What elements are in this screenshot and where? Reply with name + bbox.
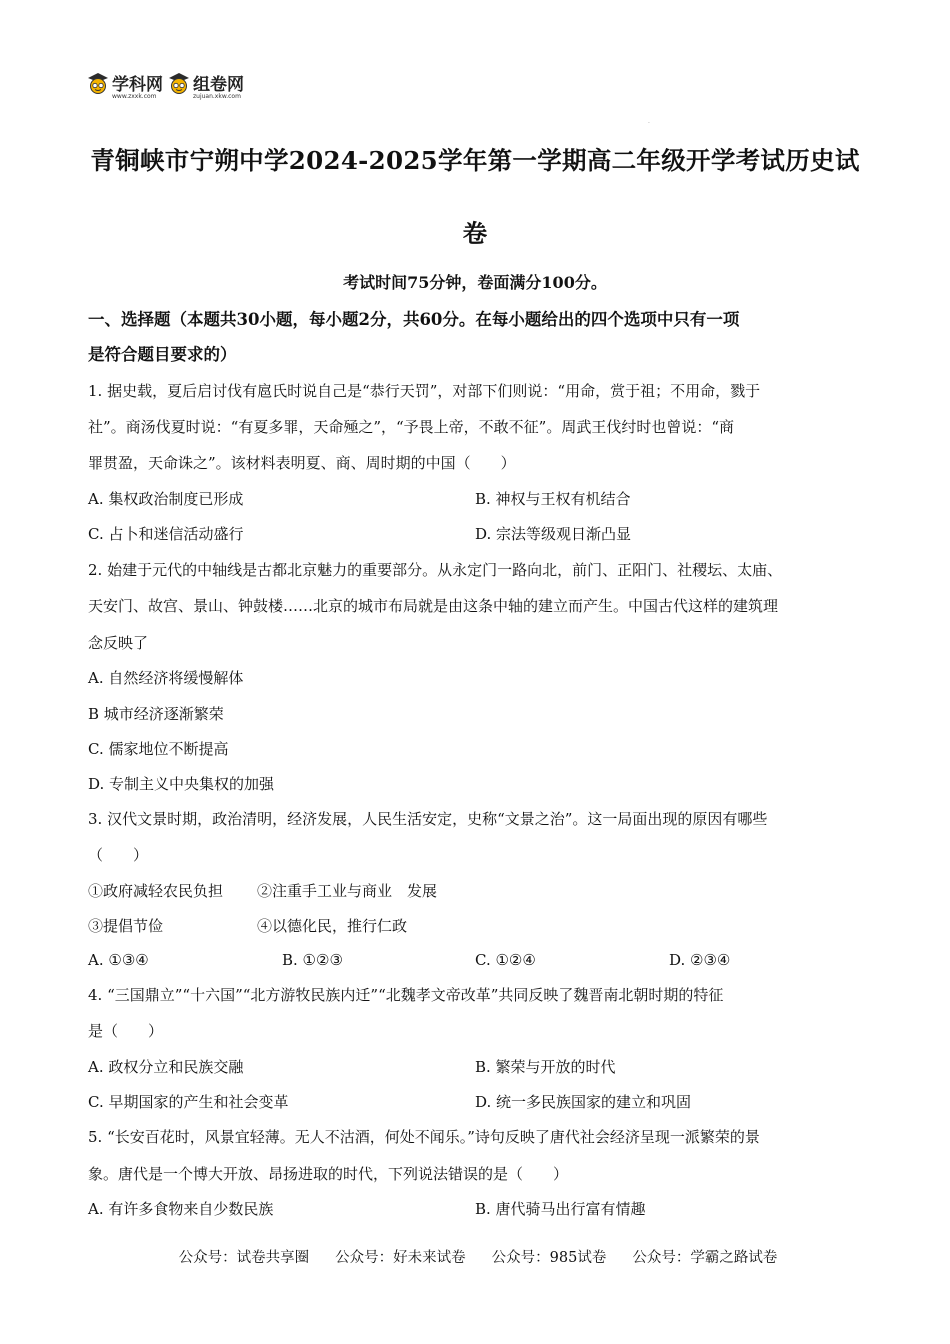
page-title-line2: 卷 bbox=[462, 219, 488, 248]
question-2-option-c: C. 儒家地位不断提高 bbox=[88, 740, 229, 758]
question-3-text: （ ） bbox=[88, 846, 149, 864]
question-3-item-1: ①政府减轻农民负担 bbox=[88, 882, 224, 900]
question-1-option-d: D. 宗法等级观日渐凸显 bbox=[475, 525, 632, 543]
footer-item: 公众号：学霸之路试卷 bbox=[632, 1250, 778, 1266]
footer-item: 公众号：985试卷 bbox=[491, 1250, 607, 1266]
question-3-option-c: C. ①②④ bbox=[475, 951, 536, 969]
question-2-text: 天安门、故宫、景山、钟鼓楼……北京的城市布局就是由这条中轴的建立而产生。中国古代这样的建筑理 bbox=[88, 597, 779, 615]
footer bbox=[0, 1246, 950, 1267]
question-1-text: 罪贯盈，天命诛之”。该材料表明夏、商、周时期的中国（ ） bbox=[88, 454, 516, 472]
question-3-item-2: ②注重手工业与商业 发展 bbox=[257, 882, 438, 900]
question-4-text: 4. “三国鼎立”“十六国”“北方游牧民族内迁”“北魏孝文帝改革”共同反映了魏晋南北朝时期的特征 bbox=[88, 986, 724, 1004]
question-2-option-b: B 城市经济逐渐繁荣 bbox=[88, 705, 224, 723]
question-2-option-a: A. 自然经济将缓慢解体 bbox=[88, 669, 244, 687]
logo-url: www.zxxk.com bbox=[112, 93, 157, 100]
logo-name: 学科网 bbox=[112, 75, 163, 95]
question-5-option-b: B. 唐代骑马出行富有情趣 bbox=[475, 1200, 646, 1218]
graduate-face-icon bbox=[86, 72, 110, 94]
decorative-dot: · bbox=[648, 120, 650, 127]
question-5-text: 5. “长安百花时，风景宜轻薄。无人不沽酒，何处不闻乐。”诗句反映了唐代社会经济呈现一派繁荣的景 bbox=[88, 1128, 760, 1146]
question-4-option-a: A. 政权分立和民族交融 bbox=[88, 1058, 244, 1076]
question-2-option-d: D. 专制主义中央集权的加强 bbox=[88, 775, 275, 793]
exam-info: 考试时间75分钟，卷面满分100分。 bbox=[343, 273, 607, 292]
question-1-text: 1. 据史载，夏后启讨伐有扈氏时说自己是“恭行天罚”，对部下们则说：“用命，赏于祖；不用命，戮于 bbox=[88, 382, 761, 400]
question-4-option-d: D. 统一多民族国家的建立和巩固 bbox=[475, 1093, 692, 1111]
question-4-text: 是（ ） bbox=[88, 1022, 164, 1040]
question-3-item-3: ③提倡节俭 bbox=[88, 917, 164, 935]
graduate-face-icon bbox=[167, 72, 191, 94]
question-2-text: 念反映了 bbox=[88, 634, 149, 652]
question-1-option-b: B. 神权与王权有机结合 bbox=[475, 490, 631, 508]
section-heading: 一、选择题（本题共30小题，每小题2分，共60分。在每小题给出的四个选项中只有一项 bbox=[88, 310, 740, 329]
footer-item: 公众号：试卷共享圈 bbox=[178, 1250, 310, 1266]
footer-item: 公众号：好未来试卷 bbox=[335, 1250, 466, 1266]
page-title-line1: 青铜峡市宁朔中学2024-2025学年第一学期高二年级开学考试历史试 bbox=[90, 146, 860, 175]
question-1-option-c: C. 占卜和迷信活动盛行 bbox=[88, 525, 244, 543]
logo-url: zujuan.xkw.com bbox=[193, 93, 241, 100]
question-3-option-b: B. ①②③ bbox=[282, 951, 343, 969]
logo-xuekewang bbox=[86, 70, 163, 100]
question-4-option-b: B. 繁荣与开放的时代 bbox=[475, 1058, 616, 1076]
logo-name: 组卷网 bbox=[193, 75, 244, 95]
question-4-option-c: C. 早期国家的产生和社会变革 bbox=[88, 1093, 289, 1111]
question-3-option-a: A. ①③④ bbox=[88, 951, 149, 969]
question-5-text: 象。唐代是一个博大开放、昂扬进取的时代，下列说法错误的是（ ） bbox=[88, 1165, 569, 1183]
logo-zujuanwang bbox=[167, 70, 244, 100]
question-3-item-4: ④以德化民，推行仁政 bbox=[257, 917, 408, 935]
question-5-option-a: A. 有许多食物来自少数民族 bbox=[88, 1200, 274, 1218]
question-1-text: 社”。商汤伐夏时说：“有夏多罪，天命殛之”，“予畏上帝，不敢不征”。周武王伐纣时也曾说：“商 bbox=[88, 418, 735, 436]
section-heading: 是符合题目要求的） bbox=[88, 345, 237, 364]
question-2-text: 2. 始建于元代的中轴线是古都北京魅力的重要部分。从永定门一路向北，前门、正阳门、社稷坛、太庙、 bbox=[88, 561, 783, 579]
header-logos bbox=[86, 70, 244, 100]
question-3-option-d: D. ②③④ bbox=[669, 951, 731, 969]
question-3-text: 3. 汉代文景时期，政治清明，经济发展，人民生活安定，史称“文景之治”。这一局面出现的原因有哪些 bbox=[88, 810, 768, 828]
question-1-option-a: A. 集权政治制度已形成 bbox=[88, 490, 244, 508]
